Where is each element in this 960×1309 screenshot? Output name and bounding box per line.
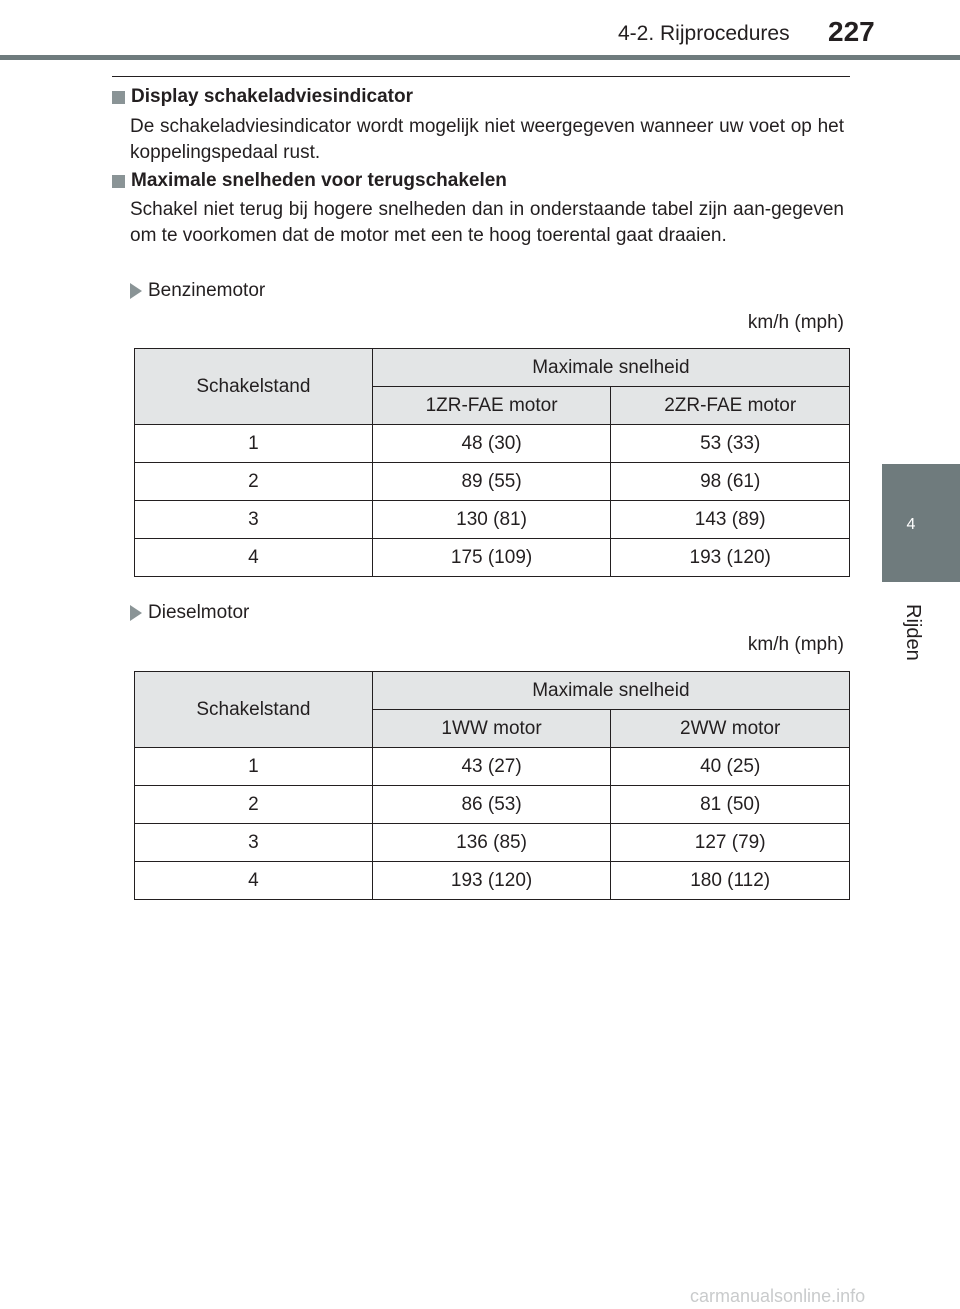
table-cell: 2 — [135, 463, 373, 501]
column-header: Schakelstand — [135, 672, 373, 748]
section-heading — [112, 86, 413, 108]
speed-table-petrol — [134, 348, 850, 577]
group-header: Maximale snelheid — [372, 672, 849, 710]
table-cell: 4 — [135, 539, 373, 577]
column-header: Schakelstand — [135, 349, 373, 425]
speed-table-diesel — [134, 671, 850, 900]
triangle-bullet-icon — [130, 605, 142, 621]
table-caption-text: Benzinemotor — [148, 280, 266, 301]
section-paragraph: De schakeladviesindicator wordt mogelijk niet weergegeven wanneer uw voet op het koppelingspedaal rust. — [130, 116, 844, 163]
content-divider — [112, 76, 850, 77]
table-row — [135, 463, 850, 501]
table-row — [135, 748, 850, 786]
chapter-label — [894, 604, 930, 684]
table-cell: 193 (120) — [611, 539, 850, 577]
engine-header: 2ZR-FAE motor — [611, 387, 850, 425]
table-cell: 53 (33) — [611, 425, 850, 463]
table-cell: 48 (30) — [372, 425, 611, 463]
table-cell: 4 — [135, 862, 373, 900]
engine-header: 1ZR-FAE motor — [372, 387, 611, 425]
table-cell: 143 (89) — [611, 501, 850, 539]
table-row — [135, 786, 850, 824]
table-row — [135, 425, 850, 463]
table-cell: 136 (85) — [372, 824, 611, 862]
table-row — [135, 501, 850, 539]
table-unit: km/h (mph) — [747, 312, 844, 333]
table-cell: 2 — [135, 786, 373, 824]
chapter-number: 4 — [906, 516, 916, 533]
section-heading — [112, 170, 507, 192]
table-cell: 86 (53) — [372, 786, 611, 824]
table-cell: 1 — [135, 425, 373, 463]
table-cell: 98 (61) — [611, 463, 850, 501]
section-heading-text: Display schakeladviesindicator — [131, 86, 413, 107]
group-header: Maximale snelheid — [372, 349, 849, 387]
table-cell: 130 (81) — [372, 501, 611, 539]
table-cell: 193 (120) — [372, 862, 611, 900]
table-cell: 81 (50) — [611, 786, 850, 824]
table-row — [135, 539, 850, 577]
table-cell: 40 (25) — [611, 748, 850, 786]
table-cell: 89 (55) — [372, 463, 611, 501]
section-heading-text: Maximale snelheden voor terugschakelen — [131, 170, 507, 191]
square-bullet-icon — [112, 175, 125, 188]
table-caption-text: Dieselmotor — [148, 602, 250, 623]
table-cell: 3 — [135, 501, 373, 539]
table-cell: 3 — [135, 824, 373, 862]
table-row — [135, 824, 850, 862]
header-rule — [0, 55, 960, 60]
triangle-bullet-icon — [130, 283, 142, 299]
square-bullet-icon — [112, 91, 125, 104]
table-cell: 1 — [135, 748, 373, 786]
table-caption — [130, 602, 249, 624]
chapter-label-text: Rijden — [902, 604, 924, 661]
page-number: 227 — [828, 16, 875, 47]
table-cell: 175 (109) — [372, 539, 611, 577]
table-caption — [130, 280, 265, 302]
section-title: 4-2. Rijprocedures — [618, 22, 790, 45]
watermark: carmanualsonline.info — [690, 1286, 866, 1306]
table-cell: 43 (27) — [372, 748, 611, 786]
table-row — [135, 862, 850, 900]
engine-header: 2WW motor — [611, 710, 850, 748]
engine-header: 1WW motor — [372, 710, 611, 748]
table-cell: 180 (112) — [611, 862, 850, 900]
table-cell: 127 (79) — [611, 824, 850, 862]
table-unit: km/h (mph) — [747, 634, 844, 655]
chapter-tab[interactable] — [882, 464, 960, 582]
section-paragraph: Schakel niet terug bij hogere snelheden dan in onderstaande tabel zijn aan-gegeven om te voorkomen dat de motor met een te hoog toerental gaat draaien. — [130, 199, 844, 246]
